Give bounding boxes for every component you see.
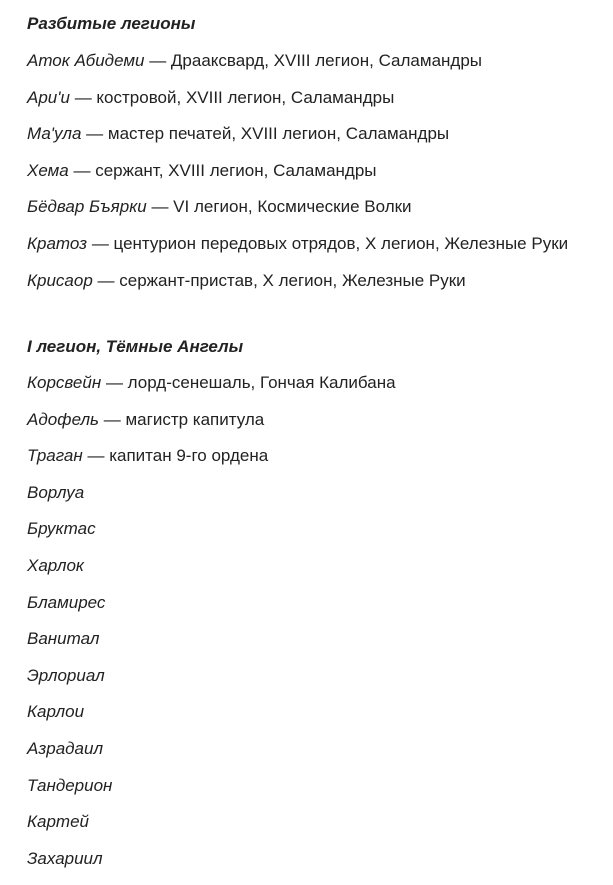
section-heading: Разбитые легионы xyxy=(27,14,196,33)
list-item xyxy=(27,51,607,71)
list-item xyxy=(27,776,607,796)
character-name: Бруктас xyxy=(27,519,96,539)
character-name: Кратоз xyxy=(27,233,88,253)
list-item xyxy=(27,593,607,613)
list-item xyxy=(27,373,607,393)
character-name: Харлок xyxy=(27,555,84,575)
list-item xyxy=(27,739,607,759)
list-item xyxy=(27,271,607,291)
character-name: Адофель xyxy=(27,409,100,429)
list-item xyxy=(27,666,607,686)
character-name: Ванитал xyxy=(27,629,100,649)
separator-dash: — xyxy=(149,51,167,70)
character-description: мастер печатей, XVIII легион, Саламандры xyxy=(107,124,450,144)
separator-dash: — xyxy=(74,87,92,107)
character-name: Картей xyxy=(27,812,89,832)
character-description: капитан 9-го ордена xyxy=(109,446,269,466)
character-list xyxy=(27,373,607,869)
character-description: магистр капитула xyxy=(125,409,265,429)
character-description: сержант, XVIII легион, Саламандры xyxy=(95,160,377,180)
character-name: Ворлуа xyxy=(27,482,85,502)
character-description: VI легион, Космические Волки xyxy=(173,197,412,217)
list-item xyxy=(27,410,607,430)
character-list xyxy=(27,51,607,291)
separator-dash: — xyxy=(105,373,123,392)
character-description: сержант-пристав, X легион, Железные Руки xyxy=(119,270,466,290)
section-broken-legions xyxy=(27,14,607,307)
list-item xyxy=(27,446,607,466)
character-name: Хема xyxy=(27,160,69,180)
separator-dash: — xyxy=(151,197,169,217)
list-item xyxy=(27,519,607,539)
list-item xyxy=(27,812,607,832)
separator-dash: — xyxy=(97,270,115,290)
list-item xyxy=(27,629,607,649)
character-description: лорд-сенешаль, Гончая Калибана xyxy=(127,373,396,392)
list-item xyxy=(27,124,607,144)
separator-dash: — xyxy=(86,124,104,144)
list-item xyxy=(27,556,607,576)
section-dark-angels xyxy=(27,337,607,885)
list-item xyxy=(27,702,607,722)
character-name: Захариил xyxy=(27,848,103,868)
character-description: центурион передовых отрядов, X легион, Железные Руки xyxy=(113,233,569,253)
character-name: Корсвейн xyxy=(27,373,102,392)
separator-dash: — xyxy=(87,446,105,466)
separator-dash: — xyxy=(91,233,109,253)
character-description: костровой, XVIII легион, Саламандры xyxy=(96,87,395,107)
separator-dash: — xyxy=(73,160,91,180)
character-name: Карлои xyxy=(27,702,85,722)
character-description: Драаксвард, XVIII легион, Саламандры xyxy=(170,51,483,70)
list-item xyxy=(27,197,607,217)
character-name: Аток Абидеми xyxy=(27,51,145,70)
character-name: Траган xyxy=(27,446,83,466)
character-name: Ма'ула xyxy=(27,124,82,144)
character-name: Азрадаил xyxy=(27,738,104,758)
list-item xyxy=(27,234,607,254)
character-name: Эрлориал xyxy=(27,665,105,685)
section-heading: I легион, Тёмные Ангелы xyxy=(27,337,244,356)
character-name: Тандерион xyxy=(27,775,113,795)
separator-dash: — xyxy=(103,409,121,429)
list-item xyxy=(27,161,607,181)
list-item xyxy=(27,88,607,108)
character-name: Бламирес xyxy=(27,592,106,612)
character-name: Крисаор xyxy=(27,270,93,290)
character-name: Бёдвар Бъярки xyxy=(27,197,147,217)
character-name: Ари'и xyxy=(27,87,70,107)
list-item xyxy=(27,849,607,869)
list-item xyxy=(27,483,607,503)
